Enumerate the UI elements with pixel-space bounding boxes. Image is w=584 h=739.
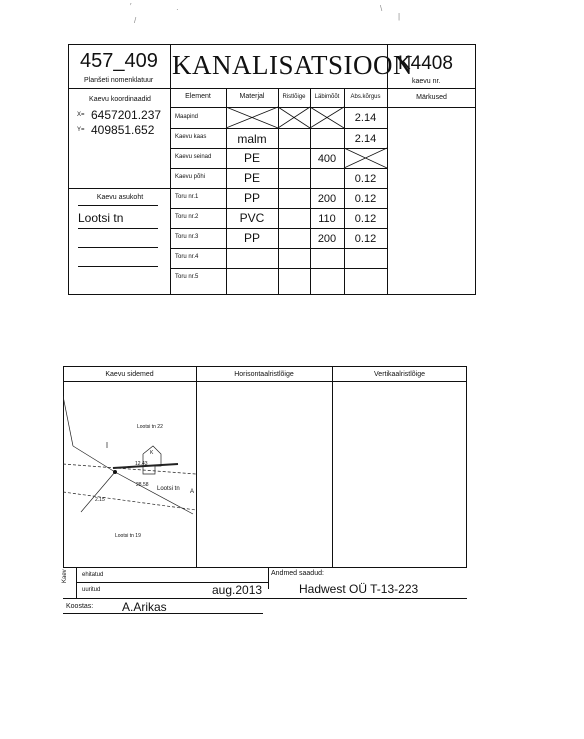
koostas-value: A.Arikas [122, 600, 167, 614]
row-elevation: 2.14 [354, 112, 377, 124]
scan-speck: / [134, 16, 137, 25]
row-element: Maapind [175, 114, 199, 120]
col-header-notes: Märkused [416, 94, 447, 101]
row-element: Kaevu põhi [175, 174, 206, 180]
well-number-label: kaevu nr. [412, 78, 441, 85]
location-value: Lootsi tn [78, 211, 124, 225]
footer-left-vline [76, 568, 77, 598]
row-element: Toru nr.3 [175, 234, 199, 240]
map-label-bottom: Lootsi tn 19 [115, 533, 141, 539]
coords-x-prefix: X= [77, 112, 85, 118]
col-header-elevation: Abs.kõrgus [350, 94, 381, 100]
panel-title-sidemed: Kaevu sidemed [105, 371, 154, 378]
footer-vertical-label: Kaev [62, 569, 68, 583]
panel-title-horizontal: Horisontaalristlõige [234, 371, 294, 378]
ehitatud-label: ehitatud [82, 572, 104, 578]
coords-label: Kaevu koordinaadid [89, 96, 151, 103]
row-elevation: 0.12 [354, 233, 377, 245]
row-material: malm [237, 132, 267, 146]
uuritud-label: uuritud [82, 587, 101, 593]
site-sketch [63, 382, 196, 568]
map-label-side: 2.15 [95, 497, 105, 503]
page-title: KANALISATSIOON [172, 50, 413, 80]
row-diameter: 200 [317, 193, 337, 205]
col-header-section: Ristlõige [282, 94, 306, 100]
andmed-value: Hadwest OÜ T-13-223 [299, 582, 419, 596]
row-elevation: 0.12 [354, 173, 377, 185]
sheet-number: 457_409 [80, 50, 158, 72]
scan-speck: · [176, 5, 179, 14]
row-element: Kaevu seinad [175, 154, 212, 160]
coords-x-value: 6457201.237 [91, 108, 162, 122]
row-material: PE [243, 151, 260, 165]
panel-divider-2 [332, 366, 333, 568]
scan-speck: ′ [130, 2, 132, 11]
scan-speck: | [398, 12, 401, 21]
map-label-street: Lootsi tn [157, 486, 180, 492]
col-header-material: Materjal [239, 93, 265, 100]
row-material: PP [243, 191, 260, 205]
map-label-mid: 28.58 [136, 482, 149, 488]
location-label: Kaevu asukoht [96, 194, 144, 201]
panel-divider-1 [196, 366, 197, 568]
scan-speck: \ [380, 4, 383, 13]
map-label-k: K [150, 450, 154, 456]
row-material: PVC [239, 211, 265, 225]
panel-title-vertical: Vertikaalristlõige [374, 371, 425, 378]
row-material: PE [243, 171, 260, 185]
footer-vline [268, 568, 269, 589]
coords-y-value: 409851.652 [91, 123, 155, 137]
row-element: Toru nr.1 [175, 194, 199, 200]
row-material: PP [243, 231, 260, 245]
col-header-element: Element [185, 93, 211, 100]
map-label-numbers: 12.43 [135, 461, 148, 467]
sheet-label: Planšeti nomenklatuur [84, 77, 154, 84]
row-elevation: 2.14 [354, 133, 377, 145]
row-diameter: 400 [317, 153, 337, 165]
footer-bottom-line [63, 598, 467, 599]
coords-y-prefix: Y= [77, 127, 85, 133]
map-label-street-suffix: A [190, 489, 195, 495]
col-header-diameter: Läbimõõt [314, 94, 340, 100]
row-diameter: 200 [317, 233, 337, 245]
map-label-top: Lootsi tn 22 [137, 424, 163, 430]
well-number: K4408 [398, 53, 453, 74]
date-value: aug.2013 [212, 583, 263, 597]
row-elevation: 0.12 [354, 213, 377, 225]
row-element: Toru nr.5 [175, 274, 199, 280]
row-diameter: 110 [318, 213, 336, 225]
row-element: Kaevu kaas [175, 134, 207, 140]
row-element: Toru nr.4 [175, 254, 199, 260]
row-elevation: 0.12 [354, 193, 377, 205]
koostas-label: Koostas: [66, 603, 94, 610]
row-element: Toru nr.2 [175, 214, 199, 220]
andmed-label: Andmed saadud: [271, 570, 324, 577]
